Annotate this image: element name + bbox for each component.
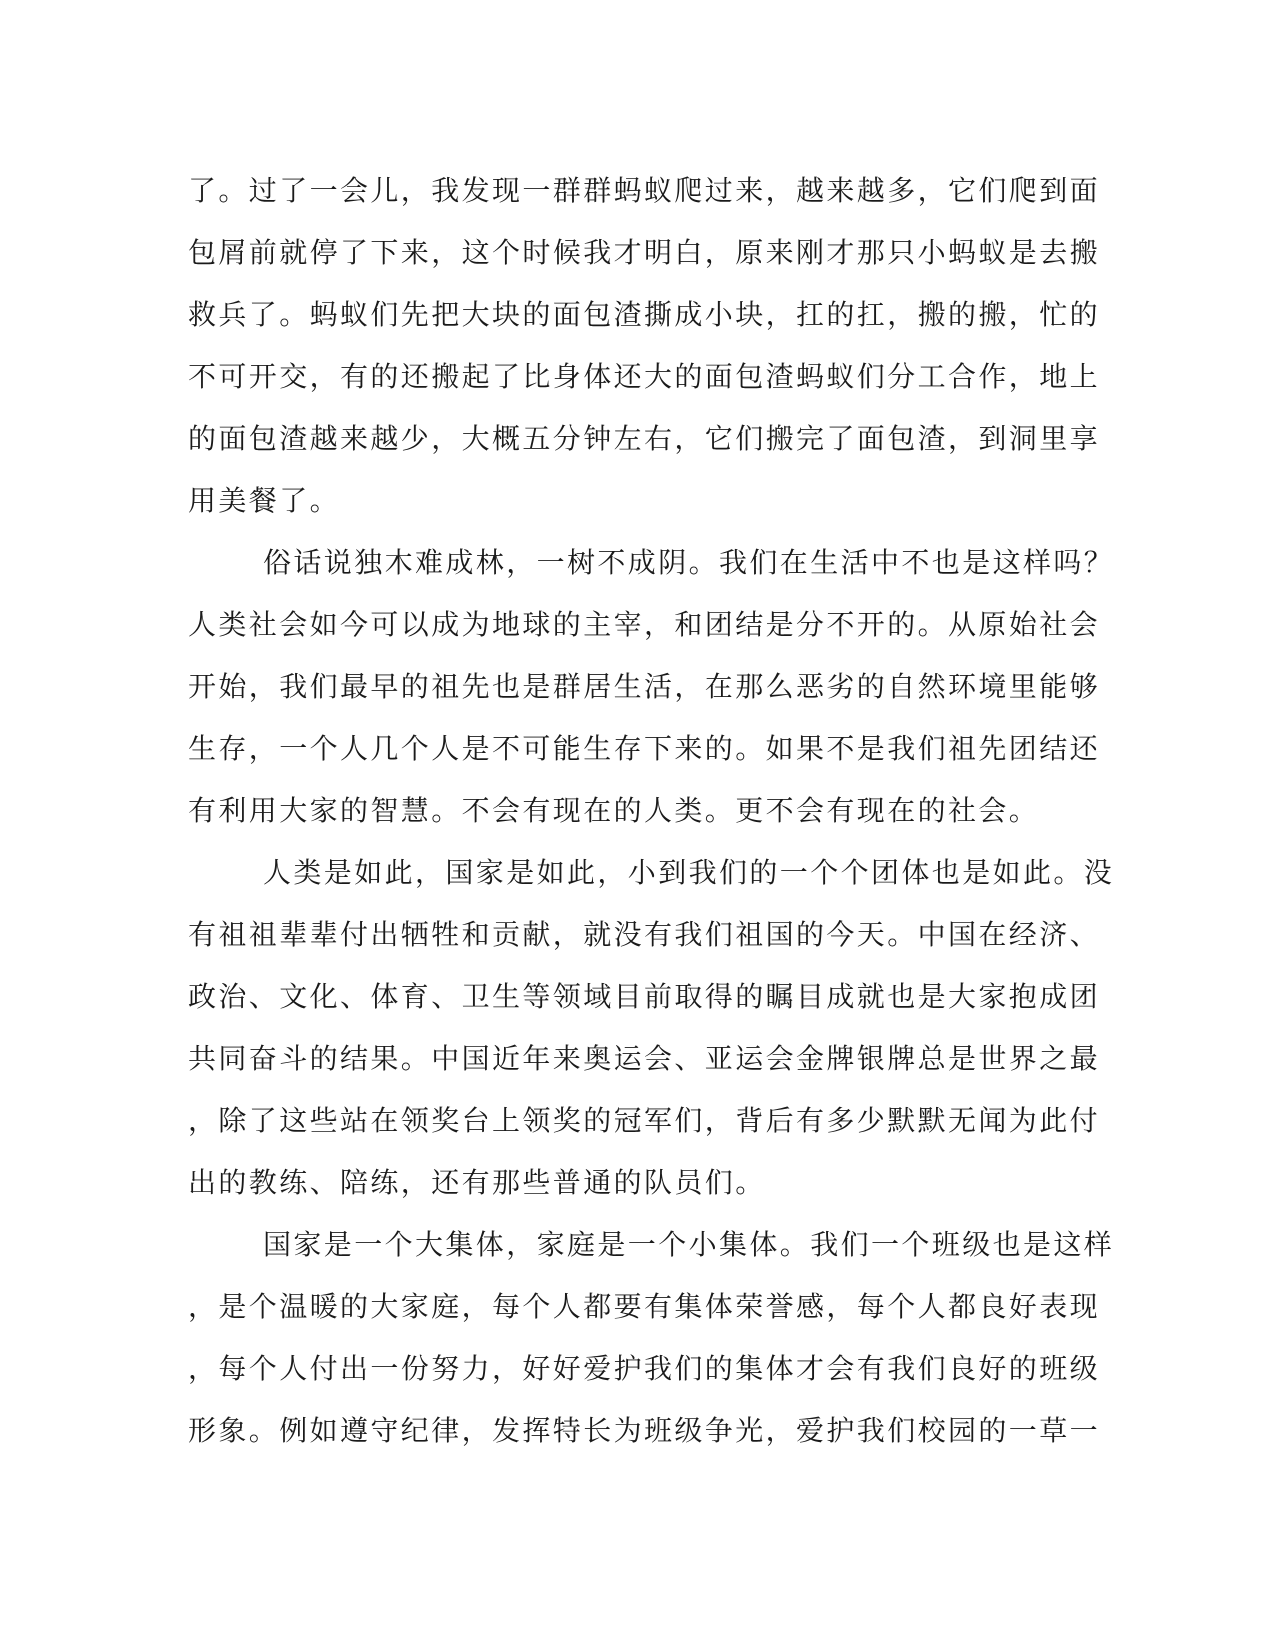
text-line: 了。过了一会儿，我发现一群群蚂蚁爬过来，越来越多，它们爬到面 — [188, 174, 1101, 207]
paragraph-first-line: 人类是如此，国家是如此，小到我们的一个个团体也是如此。没 — [263, 856, 1115, 889]
text-line: 的面包渣越来越少，大概五分钟左右，它们搬完了面包渣，到洞里享 — [188, 422, 1101, 455]
text-line: 人类社会如今可以成为地球的主宰，和团结是分不开的。从原始社会 — [188, 608, 1101, 641]
text-line: 共同奋斗的结果。中国近年来奥运会、亚运会金牌银牌总是世界之最 — [188, 1042, 1101, 1075]
text-line: 出的教练、陪练，还有那些普通的队员们。 — [188, 1166, 766, 1199]
essay-body — [188, 160, 1115, 1462]
text-line: 用美餐了。 — [188, 484, 341, 517]
text-line: ，除了这些站在领奖台上领奖的冠军们，背后有多少默默无闻为此付 — [188, 1104, 1101, 1137]
text-line: ，每个人付出一份努力，好好爱护我们的集体才会有我们良好的班级 — [188, 1352, 1101, 1385]
text-line: ，是个温暖的大家庭，每个人都要有集体荣誉感，每个人都良好表现 — [188, 1290, 1101, 1323]
text-line: 开始，我们最早的祖先也是群居生活，在那么恶劣的自然环境里能够 — [188, 670, 1101, 703]
paragraph-first-line: 俗话说独木难成林，一树不成阴。我们在生活中不也是这样吗？ — [263, 546, 1115, 579]
text-line: 有利用大家的智慧。不会有现在的人类。更不会有现在的社会。 — [188, 794, 1040, 827]
text-line: 救兵了。蚂蚁们先把大块的面包渣撕成小块，扛的扛，搬的搬，忙的 — [188, 298, 1101, 331]
text-line: 不可开交，有的还搬起了比身体还大的面包渣蚂蚁们分工合作，地上 — [188, 360, 1101, 393]
text-line: 生存，一个人几个人是不可能生存下来的。如果不是我们祖先团结还 — [188, 732, 1101, 765]
text-line: 形象。例如遵守纪律，发挥特长为班级争光，爱护我们校园的一草一 — [188, 1414, 1101, 1447]
text-line: 包屑前就停了下来，这个时候我才明白，原来刚才那只小蚂蚁是去搬 — [188, 236, 1101, 269]
text-line: 有祖祖辈辈付出牺牲和贡献，就没有我们祖国的今天。中国在经济、 — [188, 918, 1101, 951]
text-line: 政治、文化、体育、卫生等领域目前取得的瞩目成就也是大家抱成团 — [188, 980, 1101, 1013]
paragraph-first-line: 国家是一个大集体，家庭是一个小集体。我们一个班级也是这样 — [263, 1228, 1115, 1261]
